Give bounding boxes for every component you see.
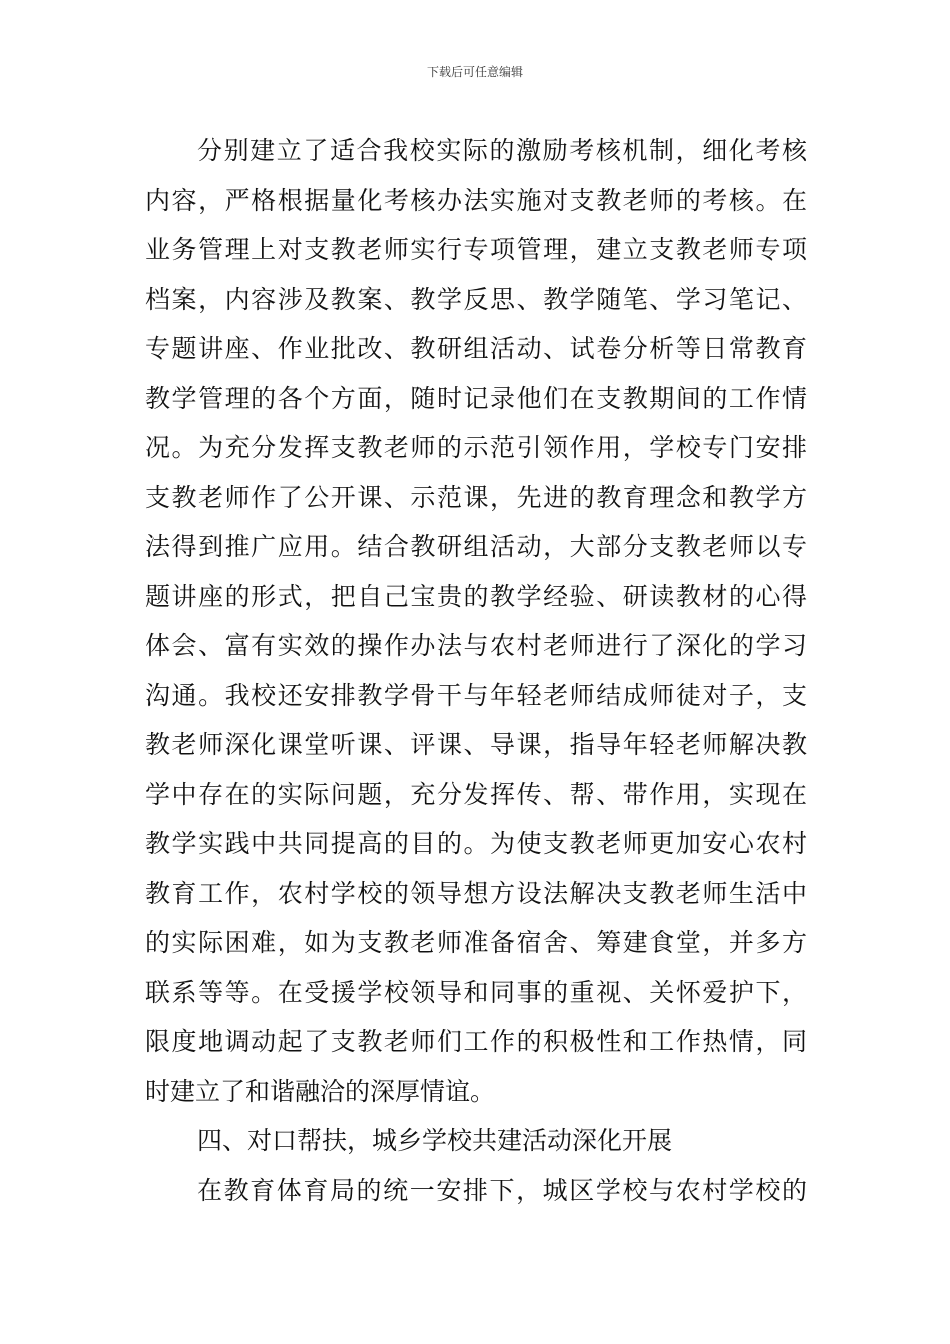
text-line: 教育工作，农村学校的领导想方设法解决支教老师生活中 <box>145 878 807 908</box>
text-line: 内容，严格根据量化考核办法实施对支教老师的考核。在 <box>145 185 807 215</box>
text-line: 教学实践中共同提高的目的。为使支教老师更加安心农村 <box>145 829 807 858</box>
text-line: 分别建立了适合我校实际的激励考核机制，细化考核 <box>197 136 807 165</box>
page-header: 下载后可任意编辑 <box>426 65 523 79</box>
paragraph-1 <box>145 126 807 1116</box>
paragraph-3 <box>145 1166 807 1216</box>
text-line: 四、对口帮扶，城乡学校共建活动深化开展 <box>197 1126 673 1155</box>
text-line: 档案，内容涉及教案、教学反思、教学随笔、学习笔记、 <box>145 284 807 314</box>
text-line: 教学管理的各个方面，随时记录他们在支教期间的工作情 <box>145 383 807 413</box>
text-line: 业务管理上对支教老师实行专项管理，建立支教老师专项 <box>145 235 807 264</box>
text-line: 联系等等。在受援学校领导和同事的重视、关怀爱护下， <box>145 977 807 1007</box>
text-line: 支教老师作了公开课、示范课，先进的教育理念和教学方 <box>145 482 807 512</box>
section-heading <box>145 1116 807 1166</box>
text-line: 法得到推广应用。结合教研组活动，大部分支教老师以专 <box>145 532 807 561</box>
text-line: 的实际困难，如为支教老师准备宿舍、筹建食堂，并多方 <box>145 928 807 957</box>
text-line: 沟通。我校还安排教学骨干与年轻老师结成师徒对子，支 <box>145 680 807 710</box>
document-body <box>145 126 807 1215</box>
text-line: 时建立了和谐融洽的深厚情谊。 <box>145 1076 496 1106</box>
text-line: 教老师深化课堂听课、评课、导课，指导年轻老师解决教 <box>145 730 807 759</box>
text-line: 学中存在的实际问题，充分发挥传、帮、带作用，实现在 <box>145 779 807 809</box>
text-line: 题讲座的形式，把自己宝贵的教学经验、研读教材的心得 <box>145 581 807 611</box>
text-line: 况。为充分发挥支教老师的示范引领作用，学校专门安排 <box>145 433 807 462</box>
text-line: 在教育体育局的统一安排下，城区学校与农村学校的 <box>197 1175 807 1205</box>
text-line: 限度地调动起了支教老师们工作的积极性和工作热情，同 <box>145 1027 807 1056</box>
text-line: 专题讲座、作业批改、教研组活动、试卷分析等日常教育 <box>145 334 807 363</box>
text-line: 体会、富有实效的操作办法与农村老师进行了深化的学习 <box>145 631 807 660</box>
